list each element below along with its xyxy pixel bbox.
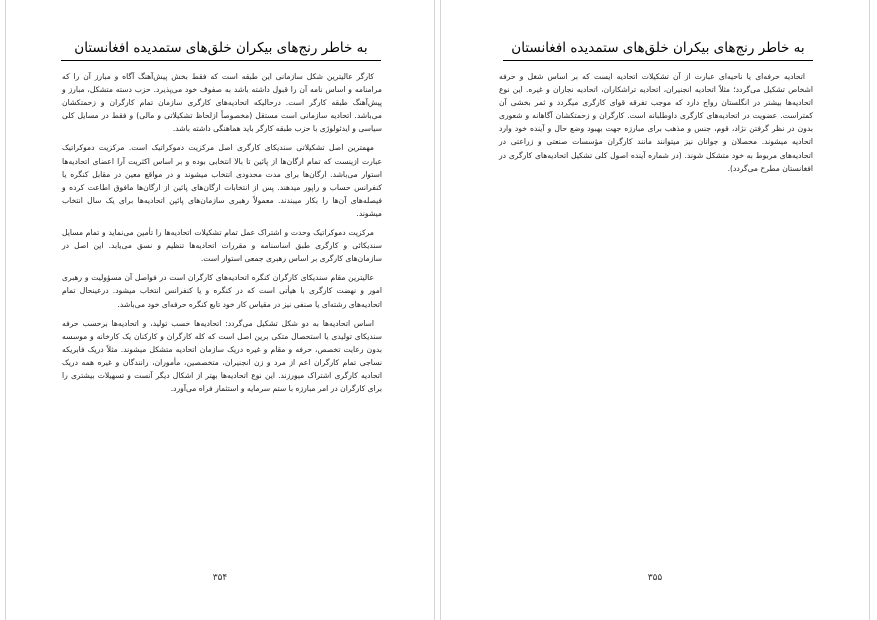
paragraph: اساس اتحادیه‌ها به دو شکل تشکیل می‌گردد: اتحادیه‌ها حسب تولید، و اتحادیه‌ها برحسب حرفه سندیکای تولیدی یا استحصال متکی برین اصل است که کله کارگران و کارکنان یک کارخانه و موسسه بدون رعایت تخصص، حرفه و مقام و غیره دریک سازمان اتحادیه متشکل میشوند. مثلاً دریک فابریکه نساجی تمام کارگران اعم از مرد و زن انجنیران، متخصصین، مأموران، رانندگان و غیره همه دریک اتحادیه کارگری اشتراک میورزند. این نوع اتحادیه‌ها بهتر از اشکال دیگر آنست و تسهیلات بیشتری را برای کارگران در امر مبارزه با ستم سرمایه و استثمار فراه می‌آورد. [62, 318, 382, 394]
paragraph: عالیترین مقام سندیکای کارگران کنگره اتحادیه‌های کارگران است در فواصل آن مسؤولیت و رهبری امور و نهضت کارگری با هیأتی است که در کنگره و یا کنفرانس انتخاب میشود. درعینحال تمام اتحادیه‌های رشته‌ای یا صنفی نیز در مقیاس کار خود تابع کنگره حرفه‌ای خود می‌باشد. [62, 273, 382, 309]
page-body [62, 70, 382, 401]
page-354 [5, 0, 435, 620]
paragraph: کارگر عالیترین شکل سازمانی این طبقه است که فقط بخش پیش‌آهنگ آگاه و مبارز آن را که مرامنامه و اساس نامه آن را قبول داشته باشد به صفوف خود می‌پذیرد. حزب دسته متشکل، مبارز و پیش‌آهنگ طبقه کارگر است. درحالیکه اتحادیه‌های کارگری سازمان تمام کارگران و زحمتکشان می‌باشد. اتحادیه سازمانی است مستقل (مخصوصاً ازلحاظ تشکیلاتی و مالی) و فقط در مسایل کلی سیاسی و ایدئولوژی با حزب طبقه کارگر باید هماهنگی داشته باشد. [62, 72, 382, 134]
paragraph: مرکزیت دموکراتیک وحدت و اشتراک عمل تمام تشکیلات اتحادیه‌ها را تأمین می‌نماید و تمام مسایل سندیکائی و کارگری طبق اساسنامه و مقررات اتحادیه‌ها تنظیم و نسق می‌یابد. این اصل در سازمان‌های کارگری بر اساس رهبری جمعی استوار است. [62, 228, 382, 264]
page-number: ۳۵۵ [647, 573, 663, 583]
page-body [499, 70, 813, 181]
running-header: به خاطر رنج‌های بیکران خلق‌های ستمدیده افغانستان [503, 38, 813, 61]
paragraph: اتحادیه حرفه‌ای یا ناحیه‌ای عبارت از آن تشکیلات اتحادیه ایست که بر اساس شغل و حرفه اشخاص تشکیل می‌گردد؛ مثلاً اتحادیه انجنیران، اتحادیه تراشکاران، اتحادیه نجاران و غیره. این نوع اتحادیه‌ها بیشتر در انگلستان رواج دارد که موجب تفرقه قوای کارگری میگردد و ثمر بخشی آن کمتراست. عضویت در اتحادیه‌های کارگری داوطلبانه است. کارگران و زحمتکشان آگاهانه و شعوری بدون در نظر گرفتن نژاد، قوم، جنس و مذهب برای مبارزه جهت بهبود وضع حال و آینده خود وارد اتحادیه میشوند. محصلان و جوانان نیز میتوانند مانند کارگران مؤسسات صنعتی و زراعتی در اتحادیه‌های مربوط به خود متشکل شوند. (در شماره آینده اصول کلی تشکیل اتحادیه‌های کارگری در افغانستان مطرح می‌گردد). [499, 72, 813, 173]
paragraph: مهمترین اصل تشکیلاتی سندیکای کارگری اصل مرکزیت دموکراتیک است. مرکزیت دموکراتیک عبارت ازینست که تمام ارگان‌ها از پائین تا بالا انتخابی بوده و بر اساس اکثریت آرا اعضای اتحادیه‌ها استوار می‌باشد. ارگان‌ها برای مدت محدودی انتخاب میشوند و در مواقع معین در مقابل کنگره یا کنفرانس حساب و راپور میدهند. پس از انتخابات ارگان‌های پائین از ارگان‌ها مافوق اطاعت کرده و فیصله‌های آن‌ها را بکار میبندند. معمولاً رهبری سازمان‌های پائین اتحادیه‌ها برای یک سال انتخاب میشوند. [62, 143, 382, 218]
page-355 [440, 0, 870, 620]
running-header: به خاطر رنج‌های بیکران خلق‌های ستمدیده افغانستان [61, 38, 381, 61]
page-number: ۳۵۴ [212, 573, 228, 583]
